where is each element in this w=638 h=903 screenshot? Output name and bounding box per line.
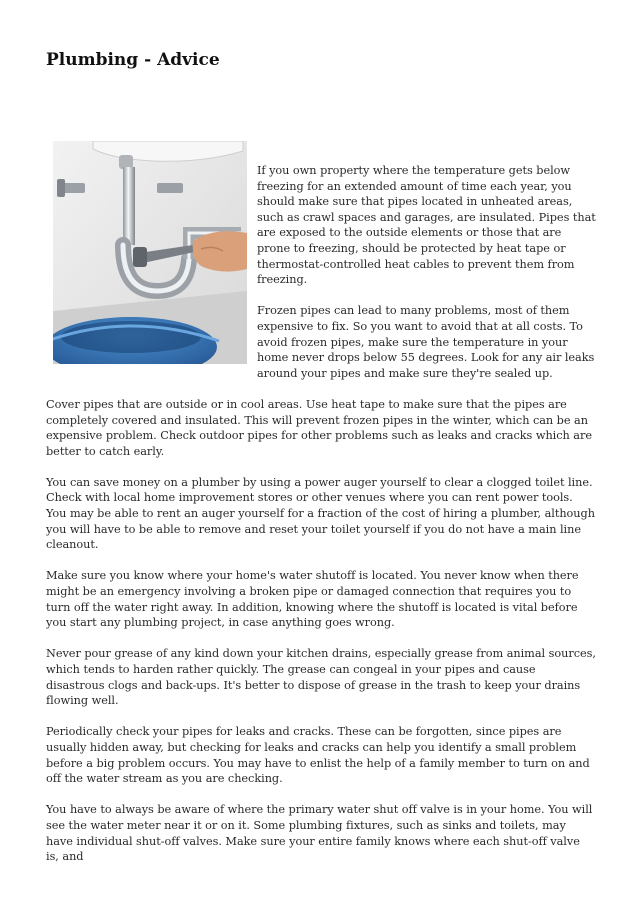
- paragraph: You can save money on a plumber by using a power auger yourself to clear a clogged toilet line. Check with local home improvement stores or other venues where you can rent power tools. You may be able to rent an auger yourself for a fraction of the cost of hiring a plumber, although you will have to be able to remove and reset your toilet yourself if you do not have a main line cleanout.: [46, 475, 595, 552]
- paragraph: Cover pipes that are outside or in cool areas. Use heat tape to make sure that the pipes are completely covered and insulated. This will prevent frozen pipes in the winter, which can be an expensive problem. Check outdoor pipes for other problems such as leaks and cracks which are better to catch early.: [46, 397, 592, 458]
- paragraph: If you own property where the temperature gets below freezing for an extended amount of time each year, you should make sure that pipes located in unheated areas, such as crawl spaces and garages, are insulated. Pipes that are exposed to the outside elements or those that are prone to freezing, should be protected by heat tape or thermostat-controlled heat cables to prevent them from freezing.: [257, 164, 596, 287]
- paragraph: Periodically check your pipes for leaks and cracks. These can be forgotten, since pipes are usually hidden away, but checking for leaks and cracks can help you identify a small problem before a big problem occurs. You may have to enlist the help of a family member to turn on and off the water stream as you are checking.: [46, 725, 590, 786]
- article-body: [46, 163, 596, 880]
- paragraph: You have to always be aware of where the primary water shut off valve is in your home. You will see the water meter near it or on it. Some plumbing fixtures, such as sinks and toilets, may have individual shut-off valves. Make sure your entire family knows where each shut-off valve is, and: [46, 803, 593, 864]
- paragraph: Frozen pipes can lead to many problems, most of them expensive to fix. So you want to avoid that at all costs. To avoid frozen pipes, make sure the temperature in your home never drops below 55 degrees. Look for any air leaks around your pipes and make sure they're sealed up.: [257, 304, 595, 380]
- paragraph: Never pour grease of any kind down your kitchen drains, especially grease from animal sources, which tends to harden rather quickly. The grease can congeal in your pipes and cause disastrous clogs and back-ups. It's better to dispose of grease in the trash to keep your drains flowing well.: [46, 647, 596, 708]
- paragraph: Make sure you know where your home's water shutoff is located. You never know when there might be an emergency involving a broken pipe or damaged connection that requires you to turn off the water right away. In addition, knowing where the shutoff is located is vital before you start any plumbing project, in case anything goes wrong.: [46, 569, 579, 630]
- page-title: Plumbing - Advice: [46, 50, 220, 70]
- plumbing-photo: [53, 141, 247, 364]
- plumbing-illustration: [53, 141, 247, 364]
